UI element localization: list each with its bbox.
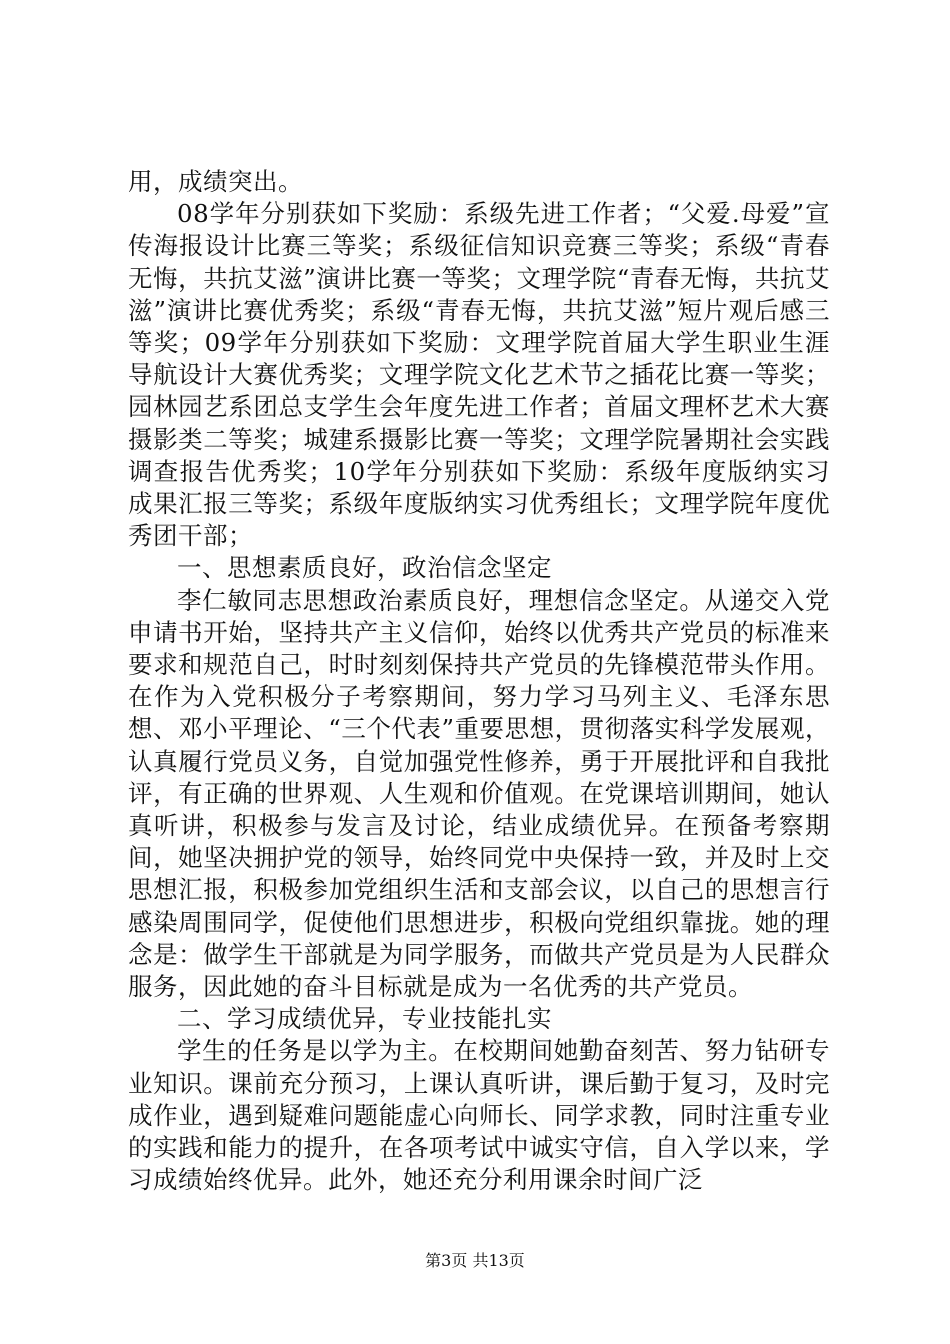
section-heading-study: 二、学习成绩优异，专业技能扎实 <box>177 1004 552 1034</box>
paragraph-study: 学生的任务是以学为主。在校期间她勤奋刻苦、努力钻研专业知识。课前充分预习，上课认真听讲，课后勤于复习，及时完成作业，遇到疑难问题能虚心向师长、同学求教，同时注重专业的实践和能力的提升，在各项考试中诚实守信，自入学以来，学习成绩始终优异。此外，她还充分利用课余时间广泛 <box>128 1036 830 1195</box>
paragraph-ideology: 李仁敏同志思想政治素质良好，理想信念坚定。从递交入党申请书开始，坚持共产主义信仰，始终以优秀共产党员的标准来要求和规范自己，时时刻刻保持共产党员的先锋模范带头作用。在作为入党积极分子考察期间，努力学习马列主义、毛泽东思想、邓小平理论、“三个代表”重要思想，贯彻落实科学发展观，认真履行党员义务，自觉加强党性修养，勇于开展批评和自我批评，有正确的世界观、人生观和价值观。在党课培训期间，她认真听讲，积极参与发言及讨论，结业成绩优异。在预备考察期间，她坚决拥护党的领导，始终同党中央保持一致，并及时上交思想汇报，积极参加党组织生活和支部会议，以自己的思想言行感染周围同学，促使他们思想进步，积极向党组织靠拢。她的理念是：做学生干部就是为同学服务，而做共产党员是为人民群众服务，因此她的奋斗目标就是成为一名优秀的共产党员。 <box>128 585 830 1002</box>
page-footer: 第3页 共13页 <box>425 1251 525 1270</box>
paragraph-awards: 08学年分别获如下奖励：系级先进工作者；“父爱.母爱”宣传海报设计比赛三等奖；系级征信知识竞赛三等奖；系级“青春无悔，共抗艾滋”演讲比赛一等奖；文理学院“青春无悔，共抗艾滋”演讲比赛优秀奖；系级“青春无悔，共抗艾滋”短片观后感三等奖；09学年分别获如下奖励：文理学院首届大学生职业生涯导航设计大赛优秀奖；文理学院文化艺术节之插花比赛一等奖；园林园艺系团总支学生会年度先进工作者；首届文理杯艺术大赛摄影类二等奖；城建系摄影比赛一等奖；文理学院暑期社会实践调查报告优秀奖；10学年分别获如下奖励：系级年度版纳实习成果汇报三等奖；系级年度版纳实习优秀组长；文理学院年度优秀团干部； <box>128 199 830 551</box>
document-body <box>128 166 830 1197</box>
section-heading-ideology: 一、思想素质良好，政治信念坚定 <box>177 553 552 583</box>
paragraph-continuation: 用，成绩突出。 <box>128 167 303 196</box>
